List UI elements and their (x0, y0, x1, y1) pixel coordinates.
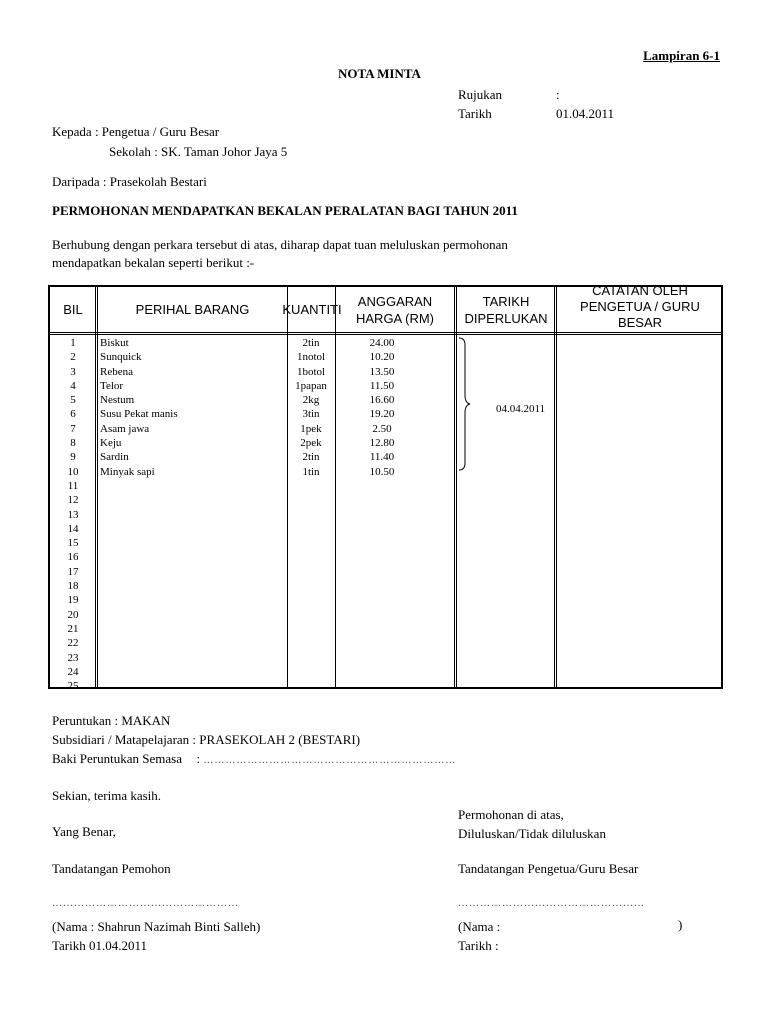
table-row (50, 379, 721, 393)
header-tarikh: TARIKH DIPERLUKAN (464, 293, 548, 326)
row-qty: 1botol (296, 365, 326, 378)
table-row (50, 636, 721, 650)
row-price: 24.00 (369, 337, 395, 349)
peruntukan-line: Peruntukan : MAKAN (52, 713, 171, 728)
principal-signature-label: Tandatangan Pengetua/Guru Besar (458, 861, 639, 876)
row-price: 19.20 (369, 408, 395, 421)
table-body (50, 336, 721, 693)
row-item: Rebena (100, 365, 133, 378)
rujukan-value: : (556, 87, 560, 102)
header-divider (50, 332, 721, 335)
row-price: 16.60 (369, 394, 395, 407)
paragraph-line-2: mendapatkan bekalan seperti berikut :- (52, 255, 255, 270)
row-bil: 18 (67, 580, 79, 593)
row-item: Minyak sapi (100, 465, 155, 478)
row-qty: 2kg (302, 394, 320, 407)
row-bil: 10 (67, 465, 79, 478)
row-bil: 4 (70, 379, 76, 392)
principal-name-close: ) (678, 917, 683, 932)
principal-signature-line: …………………………………………… (458, 898, 645, 909)
tarikh-diperlukan-value: 04.04.2011 (496, 403, 546, 415)
table-row (50, 608, 721, 622)
row-bil: 1 (70, 337, 76, 349)
table-row (50, 436, 721, 450)
table-row (50, 479, 721, 493)
row-bil: 16 (67, 551, 79, 564)
row-bil: 24 (67, 665, 79, 678)
table-row (50, 579, 721, 593)
applicant-signature-label: Tandatangan Pemohon (52, 861, 171, 876)
closing-greeting: Sekian, terima kasih. (52, 788, 162, 803)
baki-line (52, 749, 456, 770)
table-row (50, 393, 721, 407)
yang-benar: Yang Benar, (52, 824, 116, 839)
principal-details (458, 917, 500, 955)
header-catatan: CATATAN OLEH PENGETUA / GURU BESAR (580, 283, 700, 330)
tarikh-label: Tarikh (458, 106, 492, 121)
table-row (50, 593, 721, 607)
table-row (50, 407, 721, 421)
row-qty: 1tin (302, 465, 320, 478)
subsidiari-line: Subsidiari / Matapelajaran : PRASEKOLAH 2 (BESTARI) (52, 732, 361, 747)
request-table (48, 283, 723, 693)
table-row (50, 493, 721, 507)
row-item: Sardin (100, 451, 129, 464)
table-row (50, 365, 721, 379)
row-item: Nestum (100, 394, 135, 407)
row-item: Biskut (100, 337, 129, 349)
header-anggaran: ANGGARAN HARGA (RM) (356, 293, 434, 326)
table-row (50, 622, 721, 636)
row-bil: 25 (67, 680, 79, 693)
row-price: 12.80 (369, 437, 395, 450)
principal-name: (Nama : (458, 919, 501, 934)
subject-heading: PERMOHONAN MENDAPATKAN BEKALAN PERALATAN BAGI TAHUN 2011 (52, 203, 518, 218)
header-bil: BIL (63, 302, 83, 317)
row-qty: 1papan (295, 379, 327, 392)
row-price: 11.50 (369, 379, 395, 392)
row-bil: 11 (67, 479, 79, 492)
permohonan-line: Permohonan di atas, (458, 807, 564, 822)
approval-block (458, 805, 606, 843)
row-bil: 8 (70, 437, 76, 450)
sender-line: Daripada : Prasekolah Bestari (52, 174, 207, 189)
row-bil: 23 (67, 651, 79, 664)
table-row (50, 508, 721, 522)
row-bil: 15 (67, 537, 79, 550)
applicant-date: Tarikh 01.04.2011 (52, 938, 148, 953)
row-bil: 22 (67, 637, 79, 650)
baki-label: Baki Peruntukan Semasa (52, 751, 182, 766)
row-bil: 12 (67, 494, 79, 507)
principal-date: Tarikh : (458, 938, 499, 953)
table-row (50, 536, 721, 550)
row-bil: 13 (67, 508, 79, 521)
row-bil: 19 (67, 594, 79, 607)
row-bil: 20 (67, 608, 79, 621)
table-row (50, 336, 721, 350)
table-row (50, 522, 721, 536)
row-bil: 3 (70, 365, 76, 378)
row-qty: 3tin (302, 408, 320, 421)
row-price: 2.50 (372, 422, 392, 435)
recipient-block (52, 122, 287, 162)
row-item: Telor (100, 379, 124, 392)
allocation-block (52, 711, 456, 770)
table-row (50, 350, 721, 364)
row-item: Asam jawa (100, 422, 150, 435)
row-bil: 6 (70, 408, 76, 421)
row-bil: 21 (67, 622, 79, 635)
table-row (50, 465, 721, 479)
row-bil: 9 (70, 451, 76, 464)
table-row (50, 422, 721, 436)
table-row (50, 565, 721, 579)
row-price: 10.50 (369, 465, 395, 478)
right-brace-icon (457, 337, 471, 471)
header-perihal: PERIHAL BARANG (135, 302, 250, 317)
row-qty: 2pek (300, 437, 322, 450)
document-title: NOTA MINTA (338, 66, 421, 81)
request-paragraph (52, 236, 508, 272)
row-bil: 14 (67, 522, 79, 535)
rujukan-label: Rujukan (458, 87, 503, 102)
row-item: Keju (100, 437, 122, 450)
row-bil: 2 (70, 351, 76, 364)
row-price: 11.40 (369, 451, 395, 464)
row-item: Sunquick (100, 351, 142, 364)
table-row (50, 665, 721, 679)
row-qty: 2tin (302, 451, 320, 464)
sekolah-line: Sekolah : SK. Taman Johor Jaya 5 (109, 144, 288, 159)
paragraph-line-1: Berhubung dengan perkara tersebut di atas, diharap dapat tuan meluluskan permohonan (52, 237, 508, 252)
row-item: Susu Pekat manis (100, 408, 178, 421)
kepada-line: Kepada : Pengetua / Guru Besar (52, 124, 220, 139)
row-qty: 1notol (296, 351, 326, 364)
applicant-details (52, 917, 260, 955)
table-row (50, 450, 721, 464)
diluluskan-line: Diluluskan/Tidak diluluskan (458, 826, 606, 841)
header-kuantiti: KUANTITI (282, 302, 342, 317)
table-row (50, 550, 721, 564)
row-qty: 2tin (302, 337, 320, 349)
appendix-label: Lampiran 6-1 (643, 48, 720, 63)
row-price: 10.20 (369, 351, 395, 364)
table-row (50, 651, 721, 665)
row-bil: 17 (67, 565, 79, 578)
applicant-signature-line: …………………………………………… (52, 898, 239, 909)
row-bil: 5 (70, 394, 76, 407)
row-price: 13.50 (369, 365, 395, 378)
baki-separator: : (196, 751, 201, 766)
row-qty: 1pek (300, 422, 322, 435)
row-bil: 7 (70, 422, 76, 435)
applicant-name: (Nama : Shahrun Nazimah Binti Salleh) (52, 919, 261, 934)
table-row (50, 679, 721, 693)
reference-block (458, 85, 614, 123)
baki-dotted-line: …………………………………………………………… (203, 755, 457, 766)
tarikh-value: 01.04.2011 (556, 106, 615, 121)
